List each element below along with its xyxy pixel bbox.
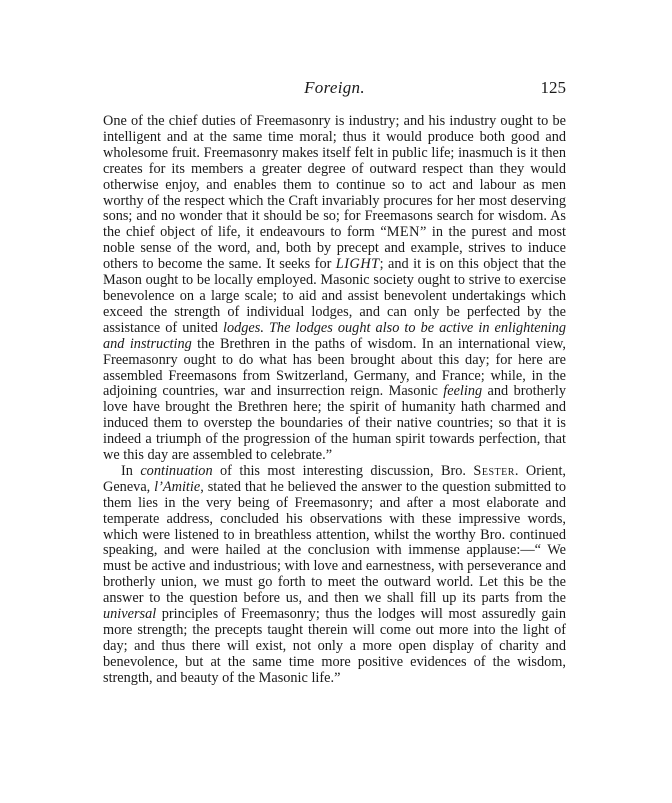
lamitie-italic: l’Amitie xyxy=(154,478,201,495)
paragraph-1-text-3: ; and it is on this object that the Mason ought to be locally employed. Masonic society ought to strive to exercise benevolence on a large scale; to aid and assist benevolent undertakings which exceed the strength of individual lodges, and can only be perfected by the assistance of united xyxy=(103,256,566,336)
paragraph-1-text-1: One of the chief duties of Freemasonry is industry; and his industry ought to be intelligent and at the same time moral; thus it would produce both good and wholesome fruit. Freemasonry makes itself felt in public life; inasmuch is it then creates for its members a greater degree of outward respect than they would otherwise enjoy, and enables them to continue so to act and labour as men worthy of the respect which the Craft invariably procures for her most deserving sons; and no wonder that it should be so; for Freemasons search for wisdom. As the chief object of life, it endeavours to form “ xyxy=(103,113,566,241)
feeling-italic: feeling xyxy=(443,383,483,400)
sester-small-caps: Sester xyxy=(473,462,515,479)
universal-italic: universal xyxy=(103,606,157,623)
paragraph-2-text-5: principles of Freemasonry; thus the lodges will most assuredly gain more strength; the precepts taught therein will come out more into the light of day; and thus there will exist, not only a more open display of charity and benevolence, but at the same time more positive evidences of the wisdom, strength, and beauty of the Masonic life.” xyxy=(103,606,566,686)
continuation-italic: continuation xyxy=(140,462,213,479)
paragraph-2-text-1: In xyxy=(121,462,141,479)
body-text xyxy=(103,114,566,687)
lodges-italic: lodges. The lodges ought also to be active in enlightening and instructing xyxy=(103,319,566,352)
paragraph-2 xyxy=(103,464,566,687)
paragraph-1 xyxy=(103,114,566,464)
paragraph-2-text-3: . Orient, Geneva, xyxy=(103,462,566,495)
page-header xyxy=(103,78,566,100)
paragraph-2-text-4: , stated that he believed the answer to the question submitted to them lies in the very being of Freemasonry; and after a most elaborate and temperate address, concluded his observations with these impressive words, which were listened to in breathless attention, whilst the worthy Bro. continued speaking, and were hailed at the conclusion with immense applause:—“ We must be active and industrious; with love and earnestness, with perseverance and brotherly union, we must go forth to meet the outward world. Let this be the answer to the question before us, and then we shall fill up its parts from the xyxy=(103,478,566,607)
paragraph-2-text-2: of this most interesting discussion, Bro. xyxy=(212,462,474,479)
paragraph-1-text-5: and brotherly love have brought the Brethren here; the spirit of humanity hath charmed and induced them to overstep the boundaries of their native countries; so that it is indeed a triumph of the progression of the human spirit towards perfection, that we this day are assembled to celebrate.” xyxy=(103,383,566,464)
light-small-caps: LIGHT xyxy=(335,256,380,273)
page-number: 125 xyxy=(540,78,566,97)
men-small-caps: MEN xyxy=(386,224,420,241)
running-head: Foreign. xyxy=(304,78,365,97)
paragraph-1-text-2: ” in the purest and most noble sense of the word, and, both by precept and example, strives to induce others to become the same. It seeks for xyxy=(103,224,566,273)
paragraph-1-text-4: the Brethren in the paths of wisdom. In an international view, Freemasonry ought to do what has been brought about this day; for here are assembled Freemasons from Switzerland, Germany, and France; while, in the adjoining countries, war and insurrection reign. Masonic xyxy=(103,335,566,400)
